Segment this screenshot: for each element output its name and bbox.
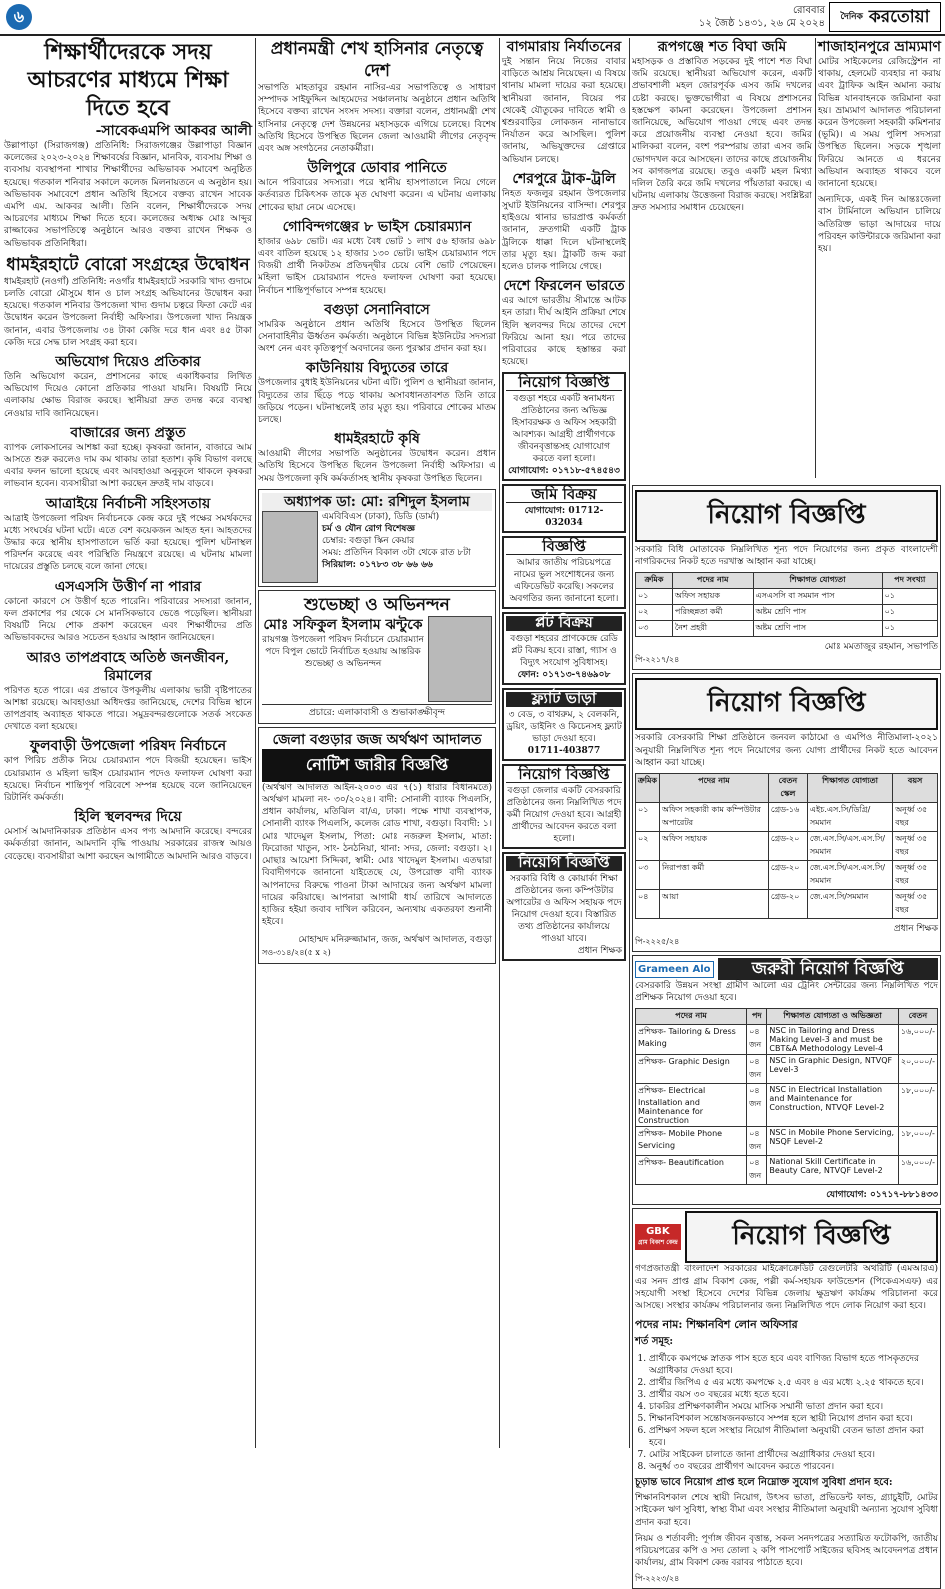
- column-2: [258, 38, 496, 1448]
- urgent-recruit-row: [636, 1084, 938, 1127]
- recruit-ad-2: [632, 673, 941, 952]
- column-1: [4, 38, 252, 1448]
- body-cantonment: সামরিক অনুষ্ঠানে প্রধান অতিথি হিসেবে উপস্থিত ছিলেন সেনাবাহিনীর ঊর্ধ্বতন কর্মকর্তা। অনুষ্ঠানে বিভিন্ন ইউনিটের সদস্যরা অংশ নেন এবং কৃতিত্বপূর্ণ অবদানের জন্য পুরস্কার প্রদান করা হয়।: [258, 319, 496, 355]
- classified-recruit-1: [502, 372, 626, 481]
- classified-notice-title: বিজ্ঞপ্তি: [506, 540, 622, 555]
- recruit-ad-1-cell: ০১: [882, 589, 937, 605]
- ads-area: [632, 482, 941, 1584]
- urgent-recruit-cell: প্রশিক্ষক- Tailoring & Dress Making: [636, 1025, 747, 1055]
- urgent-recruit-cell: ০৪ জন: [747, 1055, 767, 1084]
- body-ulipur: আনে পরিবারের সদস্যরা। পরে স্থানীয় হাসপাতালে নিয়ে গেলে কর্তব্যরত চিকিৎসক তাকে মৃত ঘোষণা করেন। এ ঘটনায় এলাকায় শোকের ছায়া নেমে এসেছে।: [258, 178, 496, 213]
- classified-land: [502, 484, 626, 533]
- classified-recruit-1-body: বগুড়া শহরে একটি স্বনামধন্য প্রতিষ্ঠানের জন্য অভিজ্ঞ হিসাবরক্ষক ও অফিস সহকারী আবশ্যক। আগ্রহী প্রার্থীগণকে জীবনবৃত্তান্তসহ যোগাযোগ করতে বলা হলো।: [511, 394, 617, 465]
- recruit-ad-1-cell: ০১: [882, 605, 937, 621]
- recruit-ad-1-table: [635, 572, 938, 637]
- urgent-recruit-ad: [632, 955, 941, 1205]
- congrats-photo: [428, 616, 492, 702]
- headline-bagmara: বাগমারায় নির্যাতনের: [506, 39, 622, 55]
- urgent-recruit-cell: ১৬,০০০/-: [898, 1025, 937, 1055]
- gbk-term-item: 6. প্রশিক্ষণ সফল হলে সংস্থার নিয়োগ নীতিমালা অনুযায়ী বেতন ভাতা প্রদান করা হবে।: [649, 1425, 938, 1449]
- doctor-degree: এমবিবিএস (ঢাকা), ডিডি (ডার্মা): [322, 511, 440, 522]
- headline-pm: প্রধানমন্ত্রী শেখ হাসিনার নেতৃত্বে দেশ: [270, 39, 484, 81]
- recruit-ad-1-intro: সরকারি বিধি মোতাবেক নিম্নলিখিত শূন্য পদে নিয়োগের জন্য প্রকৃত বাংলাদেশী নাগরিকদের নিকট হতে দরখাস্ত আহ্বান করা যাচ্ছে।: [635, 545, 938, 568]
- urgent-recruit-title: জরুরী নিয়োগ বিজ্ঞপ্তি: [718, 958, 938, 980]
- recruit-ad-2-cell: গ্রেড-২০: [768, 832, 807, 861]
- recruit-ad-2-cell: অফিস সহায়ক: [660, 832, 769, 861]
- recruit-ad-2-table: [635, 773, 938, 919]
- headline-shajahanpur: শাজাহানপুরে ভ্রাম্যমাণ: [818, 39, 941, 55]
- classified-plot-body: বগুড়া শহরের প্রাণকেন্দ্রে রেডি প্লট বিক্রয় হবে। রাস্তা, গ্যাস ও বিদ্যুৎ সংযোগ সুবিধাসহ।: [510, 634, 618, 669]
- headline-return: দেশে ফিরলেন ভারতে: [503, 278, 625, 295]
- recruit-ad-2-cell: ০৩: [636, 861, 660, 890]
- classified-plot-phone: ফোন: ০১৭১৩-৭৪৬৯০৮: [517, 670, 611, 681]
- body-market: ব্যাপক লোকসানের আশঙ্কা করা হচ্ছে। কৃষকরা জানান, বাজারে আম আসতে শুরু করলেও দাম কম থাকায় তারা হতাশ। কৃষি বিভাগ বলছে এবার ফলন ভালো হয়েছে এবং আবহাওয়া অনুকূলে থাকলে কৃষকরা লাভবান হবেন। ব্যবসায়ীরা আশা করছেন দ্রুতই দাম বাড়বে।: [4, 442, 252, 490]
- recruit-ad-2-cell: গ্রেড-২০: [768, 890, 807, 919]
- court-title: নোটিশ জারীর বিজ্ঞপ্তি: [262, 749, 492, 782]
- doctor-time: সময়: প্রতিদিন বিকাল ৩টা থেকে রাত ৮টা: [322, 547, 471, 558]
- gbk-benefits: শিক্ষানবিশকাল শেষে স্থায়ী নিয়োগ, উৎসব ভাতা, প্রভিডেন্ট ফান্ড, গ্র্যাচুইটি, মোটর সাইকেল ঋণ সুবিধা, স্বাস্থ্য বীমা এবং সংস্থার নীতিমালা অনুযায়ী অন্যান্য সুযোগ সুবিধা প্রদান করা হবে।: [635, 1493, 939, 1528]
- urgent-recruit-cell: ১৮,০০০/-: [898, 1084, 937, 1127]
- recruit-ad-2-cell: নিরাপত্তা কর্মী: [660, 861, 769, 890]
- recruit-ad-1-cell: ০১: [882, 621, 937, 637]
- urgent-recruit-cell: NSC in Mobile Phone Servicing, NSQF Level-2: [767, 1127, 898, 1156]
- court-body: (অর্থঋণ আদালত আইন-২০০৩ এর ৭(১) ধারার বিধানমতে) অর্থঋণ মামলা নং- ৩০/২০২৪। বাদী: সোনালী ব্যাংক পিএলসি, প্রধান কার্যালয়, মতিঝিল বা/এ, ঢাকা। পক্ষে শাখা ব্যবস্থাপক, সোনালী ব্যাংক পিএলসি, কলেজ রোড শাখা, বগুড়া। বিবাদী: ১। মোঃ খাদেমুল ইসলাম, পিতা: মোঃ নজরুল ইসলাম, মাতা: ফিরোজা খাতুন, সাং- ঠনঠনিয়া, থানা: সদর, জেলা: বগুড়া। ২। মোছাঃ আয়েশা সিদ্দিকা, স্বামী: মোঃ খাদেমুল ইসলাম। এতদ্বারা বিবাদীগণকে জানানো যাইতেছে যে, উপরোক্ত বাদী ব্যাংক আপনাদের বিরুদ্ধে পাওনা টাকা আদায়ের জন্য অর্থঋণ মামলা দায়ের করিয়াছে। আপনারা আগামী ধার্য তারিখে আদালতে হাজির হইয়া জবাব দাখিল করিবেন, অন্যথায় একতরফা শুনানী হইবে।: [262, 782, 492, 928]
- body-boro: ধামইরহাট (নওগাঁ) প্রতিনিধি: নওগাঁর ধামইরহাটে সরকারি খাদ্য গুদামে চলতি বোরো মৌসুমে ধান ও চাল সংগ্রহ অভিযানের উদ্বোধন করা হয়েছে। গতকাল শনিবার উপজেলা খাদ্য গুদাম চত্বরে ফিতা কেটে এর উদ্বোধন করেন উপজেলা নির্বাহী অফিসার। উপজেলা খাদ্য নিয়ন্ত্রক জানান, এবার উপজেলায় ৩৪ টাকা কেজি দরে ধান এবং ৪৫ টাকা কেজি দরে সেদ্ধ চাল সংগ্রহ করা হবে।: [4, 276, 252, 348]
- headline-agri: ধামইরহাটে কৃষি: [334, 431, 420, 448]
- recruit-ad-2-row: [636, 803, 938, 832]
- gbk-term-item: 3. প্রার্থীর বয়স ৩০ বছরের মধ্যে হতে হবে।: [649, 1389, 938, 1401]
- recruit-ad-2-cell: জে.এস.সি/এস.এস.সি/সমমান: [807, 832, 892, 861]
- recruit-ad-2-header-cell: ক্রমিক: [636, 774, 660, 803]
- body-agri: আওয়ামী লীগের সভাপতি অনুষ্ঠানের উদ্বোধন করেন। প্রধান অতিথি হিসেবে উপস্থিত ছিলেন উপজেলা নির্বাহী অফিসার। এ সময় উপজেলা কৃষি কর্মকর্তাসহ স্থানীয় কৃষকরা উপস্থিত ছিলেন।: [258, 449, 496, 484]
- body-hili: মেসার্স আমদানিকারক প্রতিষ্ঠান এসব পণ্য আমদানি করেছে। বন্দরের কর্মকর্তারা জানান, আমদানি বৃদ্ধি পাওয়ায় সরকারের রাজস্ব আয়ও বেড়েছে। ব্যবসায়ীরা আশা করছেন আগামীতে আমদানি আরও বাড়বে।: [4, 827, 252, 862]
- recruit-ad-1-ref: পি-২২১৭/২৪: [635, 655, 680, 665]
- masthead-title: করতোয়া: [868, 7, 930, 27]
- masthead: [829, 2, 941, 32]
- gbk-post: পদের নাম: শিক্ষানবিশ লোন অফিসার: [635, 1318, 798, 1332]
- urgent-recruit-row: [636, 1156, 938, 1185]
- recruit-ad-2-cell: গ্রেড-২০: [768, 861, 807, 890]
- body-shajahanpur-2: অন্যদিকে, একই দিন আন্তঃজেলা বাস টার্মিনালে অভিযান চালিয়ে অতিরিক্ত ভাড়া আদায়ের দায়ে পরিবহন কাউন্টারকে জরিমানা করা হয়।: [818, 195, 941, 255]
- lead-body: উল্লাপাড়া (সিরাজগঞ্জ) প্রতিনিধি: সিরাজগঞ্জের উল্লাপাড়া বিজ্ঞান কলেজের ২০২৩-২০২৪ শিক্ষাবর্ষের বিজ্ঞান, মানবিক, ব্যবসায় শিক্ষা ও ব্যবসায় ব্যবস্থাপনা শাখার শিক্ষার্থীদের অভিভাবক সমাবেশ অনুষ্ঠিত হয়েছে। গতকাল শনিবার সকালে কলেজ মিলনায়তনে এ অনুষ্ঠান হয়। অভিভাবক সমাবেশে প্রধান অতিথি হিসেবে বক্তব্য রাখেন সাবেক এমপি এম. আকবর আলী। তিনি বলেন, শিক্ষার্থীদেরকে সদয় আচরণের মাধ্যমে শিক্ষা দিতে হবে। কলেজের অধ্যক্ষ মোঃ আব্দুর রাজ্জাকের সভাপতিত্বে অনুষ্ঠানে আরও বক্তব্য রাখেন শিক্ষক ও অভিভাবক প্রতিনিধিরা।: [4, 141, 252, 249]
- body-gobindaganj: হাজার ৬৯৮ ভোট। এর মধ্যে বৈধ ভোট ১ লাখ ৫৬ হাজার ৬৯৮ এবং বাতিল হয়েছে ১২ হাজার ১৩০ ভোট। ভাইস চেয়ারম্যান পদে বিজয়ী প্রার্থী নিকটতম প্রতিদ্বন্দ্বীর চেয়ে বেশি ভোট পেয়েছেন। মহিলা ভাইস চেয়ারম্যান পদেও ফলাফল ঘোষণা করা হয়েছে। নির্বাচন শান্তিপূর্ণভাবে সম্পন্ন হয়েছে।: [258, 236, 496, 296]
- congrats-title: শুভেচ্ছা ও অভিনন্দন: [304, 594, 450, 615]
- recruit-ad-2-row: [636, 861, 938, 890]
- recruit-ad-1-title: নিয়োগ বিজ্ঞপ্তি: [635, 490, 938, 542]
- recruit-ad-2-cell: আয়া: [660, 890, 769, 919]
- headline-ssc: এসএসসি উত্তীর্ণ না পারার: [54, 578, 202, 595]
- body-rupganj: মহাসড়ক ও প্রস্তাবিত সড়কের দুই পাশে শত বিঘা জমি রয়েছে। স্থানীয়রা অভিযোগ করেন, একটি প্রভাবশালী মহল জোরপূর্বক এসব জমি দখলের চেষ্টা করছে। ভুক্তভোগীরা এ বিষয়ে প্রশাসনের হস্তক্ষেপ কামনা করেছেন। উপজেলা প্রশাসন জানিয়েছে, অভিযোগ পাওয়া গেছে এবং তদন্ত করে প্রয়োজনীয় ব্যবস্থা নেওয়া হবে। জমির মালিকরা বলেন, বংশ পরম্পরায় তারা এসব জমি ভোগদখল করে আসছেন। তাদের কাছে প্রয়োজনীয় সব কাগজপত্র রয়েছে। তবুও একটি মহল মিথ্যা দলিল তৈরি করে জমি দখলের পাঁয়তারা করছে। এ ঘটনায় এলাকায় উত্তেজনা বিরাজ করছে। সংশ্লিষ্টরা দ্রুত সমস্যার সমাধান চেয়েছেন।: [632, 57, 812, 214]
- gbk-note: চূড়ান্ত ভাবে নিয়োগ প্রাপ্ত হলে নিম্নোক্ত সুযোগ সুবিধা প্রদান হবে:: [635, 1477, 893, 1489]
- headline-sherpur: শেরপুরে ট্রাক-ট্রলি: [512, 170, 616, 187]
- recruit-ad-2-cell: ০৪: [636, 890, 660, 919]
- headline-atrai: আত্রাইয়ে নির্বাচনী সহিংসতায়: [45, 495, 211, 512]
- classified-notice-body: আমার জাতীয় পরিচয়পত্রে নামের ভুল সংশোধনের জন্য এফিডেভিট করেছি। সকলের অবগতির জন্য জানানো হলো।: [509, 558, 619, 605]
- recruit-ad-1-header-cell: ক্রমিক: [636, 573, 673, 589]
- urgent-recruit-cell: প্রশিক্ষক- Beautification: [636, 1156, 747, 1185]
- headline-heat: আরও তাপপ্রবাহে অতিষ্ঠ জনজীবন, রিমালের: [26, 649, 230, 684]
- recruit-ad-1-cell: ০১: [636, 589, 673, 605]
- congrats-ad: [258, 590, 496, 724]
- urgent-recruit-cell: ২০,০০০/-: [898, 1055, 937, 1084]
- recruit-ad-2-header-cell: পদের নাম: [660, 774, 769, 803]
- classified-recruit-3: [502, 852, 626, 961]
- recruit-ad-2-intro: সরকারি বেসরকারি শিক্ষা প্রতিষ্ঠানে জনবল কাঠামো ও এমপিও নীতিমালা-২০২১ অনুযায়ী নিম্নলিখিত শূন্য পদে নিয়োগের জন্য যোগ্য প্রার্থীদের নিকট হতে আবেদন আহ্বান করা যাচ্ছে।: [635, 733, 938, 768]
- urgent-recruit-cell: ১৬,০০০/-: [898, 1156, 937, 1185]
- headline-ulipur: উলিপুরে ডোবার পানিতে: [307, 160, 447, 177]
- doctor-chamber: চেম্বার: বগুড়া স্কিন কেয়ার: [322, 535, 415, 546]
- urgent-recruit-row: [636, 1127, 938, 1156]
- court-sign: মোহাম্মদ মনিরুজ্জামান, জজ, অর্থঋণ আদালত, বগুড়া: [298, 935, 492, 946]
- body-return: এর আগে ভারতীয় সীমান্তে আটক হন তারা। দীর্ঘ আইনি প্রক্রিয়া শেষে হিলি স্থলবন্দর দিয়ে তাদের দেশে ফিরিয়ে আনা হয়। পরে তাদের পরিবারের কাছে হস্তান্তর করা হয়েছে।: [502, 296, 626, 368]
- urgent-recruit-header-cell: বেতন: [898, 1009, 937, 1025]
- lead-subtitle: -সাবেকএমপি আকবর আলী: [95, 123, 252, 139]
- recruit-ad-2-cell: এইচ.এস.সি/ডিগ্রি/সমমান: [807, 803, 892, 832]
- recruit-ad-2-row: [636, 890, 938, 919]
- recruit-ad-2-cell: অনূর্ধ্ব ৩৫ বছর: [893, 803, 938, 832]
- classified-plot: [502, 612, 626, 685]
- urgent-recruit-cell: প্রশিক্ষক- Mobile Phone Servicing: [636, 1127, 747, 1156]
- recruit-ad-1-cell: ০৩: [636, 621, 673, 637]
- classified-recruit-2-body: বগুড়া জেলার একটি বেসরকারি প্রতিষ্ঠানের জন্য নিম্নলিখিত পদে কর্মী নিয়োগ দেওয়া হবে। আগ্রহী প্রার্থীদের আবেদন করতে বলা হলো।: [506, 786, 622, 845]
- recruit-ad-2-cell: ০২: [636, 832, 660, 861]
- urgent-recruit-cell: প্রশিক্ষক- Electrical Installation and Maintenance for Construction: [636, 1084, 747, 1127]
- urgent-recruit-cell: National Skill Certificate in Beauty Care, NTVQF Level-2: [767, 1156, 898, 1185]
- recruit-ad-2-cell: অফিস সহকারী কাম কম্পিউটার অপারেটর: [660, 803, 769, 832]
- recruit-ad-1-row: [636, 605, 938, 621]
- gbk-term-item: 8. অনুর্ধ্ব ৩০ বছরের প্রার্থীগণ আবেদন করতে পারবেন।: [649, 1461, 938, 1473]
- urgent-recruit-table: [635, 1008, 938, 1185]
- recruit-ad-2-cell: গ্রেড-১৬: [768, 803, 807, 832]
- recruit-ad-1-cell: এসএসসি বা সমমান পাস: [753, 589, 882, 605]
- gbk-term-item: 7. মোটর সাইকেল চালাতে জানা প্রার্থীদের অগ্রাধিকার দেওয়া হবে।: [649, 1449, 938, 1461]
- recruit-ad-2-sign: প্রধান শিক্ষক: [893, 924, 938, 935]
- classified-flat-title: ফ্ল্যাট ভাড়া: [506, 692, 622, 707]
- urgent-recruit-contact: যোগাযোগ: ০১৭১৭-৮৮১৪৩৩: [826, 1190, 938, 1201]
- body-kaunia: উপজেলার বুধাই ইউনিয়নের ঘটনা এটি। পুলিশ ও স্থানীয়রা জানান, বিদ্যুতের তার ছিঁড়ে পড়ে থাকায় অসাবধানতাবশত তিনি তারে জড়িয়ে পড়েন। ঘটনাস্থলেই তার মৃত্যু হয়। পরিবারে শোকের মাতম চলছে।: [258, 378, 496, 426]
- classified-recruit-3-title: নিয়োগ বিজ্ঞপ্তি: [506, 856, 622, 871]
- recruit-ad-2-cell: অনূর্ধ্ব ৩৫ বছর: [893, 832, 938, 861]
- body-sherpur: নিহত ফজলুর রহমান উপজেলার সুঘাট ইউনিয়নের বাসিন্দা। শেরপুর হাইওয়ে থানার ভারপ্রাপ্ত কর্মকর্তা জানান, দ্রুতগামী একটি ট্রাক ট্রলিকে ধাক্কা দিলে ঘটনাস্থলেই তার মৃত্যু হয়। ট্রাকটি জব্দ করা হলেও চালক পালিয়ে গেছে।: [502, 188, 626, 273]
- urgent-recruit-header-cell: পদের নাম: [636, 1009, 747, 1025]
- headline-gobindaganj: গোবিন্দগঞ্জের ৮ ভাইস চেয়ারম্যান: [282, 218, 472, 235]
- urgent-recruit-cell: NSC in Electrical Installation and Maintenance for Construction, NTVQF Level-2: [767, 1084, 898, 1127]
- urgent-recruit-cell: NSC in Tailoring and Dress Making Level-3 and must be CBT&A Methodology Level-4: [767, 1025, 898, 1055]
- recruit-ad-2-title: নিয়োগ বিজ্ঞপ্তি: [635, 678, 938, 730]
- gbk-term-item: 4. চাকরির প্রশিক্ষণকালীন সময়ে মাসিক সম্মানী ভাতা প্রদান করা হবে।: [649, 1401, 938, 1413]
- classified-land-title: জমি বিক্রয়: [506, 488, 622, 503]
- gbk-term-item: 5. শিক্ষানবিশকাল সন্তোষজনকভাবে সম্পন্ন হলে স্থায়ী নিয়োগ প্রদান করা হবে।: [649, 1413, 938, 1425]
- gbk-logo-text: GBK: [646, 1226, 670, 1238]
- recruit-ad-1-cell: নৈশ প্রহরী: [672, 621, 753, 637]
- recruit-ad-1-header-cell: পদ সংখ্যা: [882, 573, 937, 589]
- recruit-ad-2-ref: পি-২২২৫/২৪: [635, 937, 680, 947]
- recruit-ad-2-cell: ০১: [636, 803, 660, 832]
- doctor-photo: [262, 511, 318, 583]
- urgent-recruit-cell: ০৪ জন: [747, 1127, 767, 1156]
- gbk-logo: [635, 1224, 681, 1250]
- recruit-ad-2-cell: অনূর্ধ্ব ৩৫ বছর: [893, 890, 938, 919]
- urgent-recruit-cell: ০৪ জন: [747, 1156, 767, 1185]
- recruit-ad-1-cell: অফিস সহায়ক: [672, 589, 753, 605]
- recruit-ad-1-cell: অষ্টম শ্রেণি পাস: [753, 621, 882, 637]
- recruit-ad-1-cell: ০২: [636, 605, 673, 621]
- classified-land-phone: যোগাযোগ: 01712-032034: [524, 506, 604, 529]
- recruit-ad-1-header-cell: পদের নাম: [672, 573, 753, 589]
- headline-cantonment: বগুড়া সেনানিবাসে: [324, 301, 430, 318]
- court-ref: সও-৩১৪/২৪(৫ x ২): [262, 948, 331, 958]
- congrats-by: প্রচারে: এলাকাবাসী ও শুভাকাঙ্ক্ষীবৃন্দ: [262, 704, 492, 720]
- classified-recruit-1-phone: যোগাযোগ: ০১৭১৮-৫৭৪৫৪৩: [508, 466, 620, 477]
- grameen-alo-logo: Grameen Alo: [635, 961, 714, 978]
- page-header: [0, 0, 945, 36]
- recruit-ad-2-row: [636, 832, 938, 861]
- gbk-recruit-title: নিয়োগ বিজ্ঞপ্তি: [685, 1211, 938, 1263]
- headline-rupganj: রূপগঞ্জে শত বিঘা জমি: [657, 39, 787, 55]
- classified-recruit-3-sign: প্রধান শিক্ষক: [577, 946, 622, 957]
- recruit-ad-2-cell: অনূর্ধ্ব ৩৫ বছর: [893, 861, 938, 890]
- doctor-serial: সিরিয়াল: ০১৭৮৩ ৩৮ ৬৬ ৬৬: [322, 559, 433, 570]
- body-atrai: আত্রাই উপজেলা পরিষদ নির্বাচনকে কেন্দ্র করে দুই পক্ষের সমর্থকদের মধ্যে সংঘর্ষের ঘটনা ঘটে। এতে বেশ কয়েকজন আহত হন। আহতদের উদ্ধার করে স্থানীয় হাসপাতালে ভর্তি করা হয়েছে। পুলিশ ঘটনাস্থল পরিদর্শন করেছে এবং পরিস্থিতি নিয়ন্ত্রণে রয়েছে। এ ঘটনায় মামলা দায়েরের প্রস্তুতি চলছে বলে জানা গেছে।: [4, 513, 252, 573]
- gbk-terms-title: শর্ত সমূহ:: [635, 1336, 674, 1348]
- headline-fulbari: ফুলবাড়ী উপজেলা পরিষদ নির্বাচনে: [29, 738, 227, 755]
- gbk-term-item: 2. প্রার্থীর জিপিএ ৫ এর মধ্যে কমপক্ষে ২.৫ এবং ৪ এর মধ্যে ২.২৫ থাকতে হবে।: [649, 1377, 938, 1389]
- gbk-term-item: 1. প্রার্থীকে কমপক্ষে স্নাতক পাস হতে হবে এবং বাণিজ্য বিভাগ হতে পাসকৃতদের অগ্রাধিকার দেওয়া হবে।: [649, 1353, 938, 1377]
- court-notice: [258, 727, 496, 964]
- classified-plot-title: প্লট বিক্রয়: [506, 616, 622, 631]
- body-heat: পরিণত হতে পারে। এর প্রভাবে উপকূলীয় এলাকায় ভারী বৃষ্টিপাতের আশঙ্কা রয়েছে। আবহাওয়া অধিদপ্তর জানিয়েছে, দেশের বিভিন্ন স্থানে তাপপ্রবাহ অব্যাহত থাকতে পারে। সমুদ্রবন্দরগুলোকে সতর্ক সংকেত দেখাতে বলা হয়েছে।: [4, 685, 252, 733]
- court-head: জেলা বগুড়ার জজ অর্থঋণ আদালত: [272, 731, 482, 748]
- urgent-recruit-header-cell: শিক্ষাগত যোগ্যতা ও অভিজ্ঞতা: [767, 1009, 898, 1025]
- urgent-recruit-cell: NSC in Graphic Design, NTVQF Level-3: [767, 1055, 898, 1084]
- classified-flat-body: ৩ বেড, ৩ বাথরুম, ২ বেলকনি, ড্রয়িং, ডাইনিং ও কিচেনসহ ফ্ল্যাট ভাড়া দেওয়া হবে।: [506, 710, 622, 745]
- header-date: ১২ জৈষ্ঠ ১৪৩১, ২৬ মে ২০২৪: [698, 18, 825, 29]
- congrats-desc: রায়গঞ্জ উপজেলা পরিষদ নির্বাচনে চেয়ারম্যান পদে বিপুল ভোটে নির্বাচিত হওয়ায় আন্তরিক শুভেচ্ছা ও অভিনন্দন: [262, 634, 424, 669]
- gbk-logo-sub: গ্রাম বিকাশ কেন্দ্র: [638, 1239, 678, 1247]
- urgent-recruit-intro: বেসরকারি উন্নয়ন সংস্থা গ্রামীণ আলো এর ট্রেনিং সেন্টারের জন্য নিম্নলিখিত পদে প্রশিক্ষক নিয়োগ দেওয়া হবে।: [635, 981, 938, 1004]
- recruit-ad-1-cell: পরিচ্ছন্নতা কর্মী: [672, 605, 753, 621]
- header-date-block: [699, 4, 825, 30]
- column-3: [502, 38, 626, 1448]
- classified-flat-phone: 01711-403877: [527, 746, 601, 757]
- urgent-recruit-cell: ০৪ জন: [747, 1084, 767, 1127]
- urgent-recruit-row: [636, 1055, 938, 1084]
- recruit-ad-2-cell: জে.এস.সি/এস.এস.সি/সমমান: [807, 861, 892, 890]
- headline-hili: হিলি স্থলবন্দর দিয়ে: [74, 809, 182, 826]
- body-pm: সভাপতি মাহতাবুর রহমান নাসির-এর সভাপতিত্বে ও সাধারণ সম্পাদক সাইফুদ্দিন আহমেদের সঞ্চালনায় অনুষ্ঠানে প্রধান অতিথি হিসেবে বক্তব্য রাখেন সংসদ সদস্য। বক্তারা বলেন, প্রধানমন্ত্রী শেখ হাসিনার নেতৃত্বে দেশ উন্নয়নের মহাসড়কে এগিয়ে চলেছে। বিশেষ অতিথি হিসেবে উপস্থিত ছিলেন জেলা আওয়ামী লীগের নেতৃবৃন্দ এবং অঙ্গ সংগঠনের নেতাকর্মীরা।: [258, 83, 496, 155]
- recruit-ad-2-cell: জে.এস.সি/সমমান: [807, 890, 892, 919]
- headline-kaunia: কাউনিয়ায় বিদ্যুতের তারে: [305, 360, 449, 377]
- body-shajahanpur: মোটর সাইকেলের রেজিস্ট্রেশন না থাকায়, হেলমেট ব্যবহার না করায় এবং ট্রাফিক আইন অমান্য করায় বিভিন্ন যানবাহনকে জরিমানা করা হয়। ভ্রাম্যমাণ আদালত পরিচালনা করেন উপজেলা সহকারী কমিশনার (ভূমি)। এ সময় পুলিশ সদস্যরা উপস্থিত ছিলেন। সড়কে শৃঙ্খলা ফিরিয়ে আনতে এ ধরনের অভিযান অব্যাহত থাকবে বলে জানানো হয়েছে।: [818, 57, 941, 190]
- recruit-ad-1-cell: অষ্টম শ্রেণি পাস: [753, 605, 882, 621]
- urgent-recruit-header-cell: পদ: [747, 1009, 767, 1025]
- body-ssc: কোনো কারণে সে উত্তীর্ণ হতে পারেনি। পরিবারের সদস্যরা জানান, ফল প্রকাশের পর থেকে সে মানসিকভাবে ভেঙে পড়েছিল। স্থানীয়রা বিষয়টি নিয়ে শোক প্রকাশ করেছেন এবং শিক্ষার্থীদের প্রতি অভিভাবকদের আরও সচেতন হওয়ার আহ্বান জানিয়েছেন।: [4, 596, 252, 644]
- classified-notice: [502, 536, 626, 609]
- recruit-ad-2-header-cell: বয়স: [893, 774, 938, 803]
- page-number-badge: ৬: [6, 4, 32, 30]
- classified-recruit-2-title: নিয়োগ বিজ্ঞপ্তি: [506, 768, 622, 783]
- classified-recruit-1-title: নিয়োগ বিজ্ঞপ্তি: [506, 376, 622, 391]
- doctor-specialty: চর্ম ও যৌন রোগ বিশেষজ্ঞ: [322, 523, 416, 534]
- recruit-ad-2-header-cell: বেতন স্কেল: [768, 774, 807, 803]
- gbk-ref: পি-২২২৩/২৪: [635, 1574, 680, 1584]
- column-4-news: [632, 38, 812, 478]
- gbk-recruit-ad: [632, 1208, 941, 1589]
- urgent-recruit-cell: ০৪ জন: [747, 1025, 767, 1055]
- body-fulbari: কাপ পিরিচ প্রতীক নিয়ে চেয়ারম্যান পদে বিজয়ী হয়েছেন। ভাইস চেয়ারম্যান ও মহিলা ভাইস চেয়ারম্যান পদেও ফলাফল ঘোষণা করা হয়েছে। নির্বাচন শান্তিপূর্ণ পরিবেশে সম্পন্ন হয়েছে বলে জানিয়েছেন রিটার্নিং কর্মকর্তা।: [4, 756, 252, 803]
- classified-recruit-2: [502, 764, 626, 849]
- masthead-small: দৈনিক: [840, 12, 863, 22]
- urgent-recruit-cell: ১৮,০০০/-: [898, 1127, 937, 1156]
- classified-recruit-3-body: সরকারি বিধি ও কোয়ার্কা শিক্ষা প্রতিষ্ঠানের জন্য কম্পিউটার অপারেটর ও অফিস সহায়ক পদে নিয়োগ দেওয়া হবে। বিস্তারিত তথ্য প্রতিষ্ঠানের কার্যালয়ে পাওয়া যাবে।: [506, 874, 622, 945]
- recruit-ad-1-sign: মোঃ মমতাজুর রহমান, সভাপতি: [824, 642, 938, 653]
- doctor-name: অধ্যাপক ডা: মো: রশিদুল ইসলাম: [262, 493, 492, 511]
- recruit-ad-1-row: [636, 589, 938, 605]
- body-bagmara: দুই সন্তান নিয়ে নিজের বাবার বাড়িতে আশ্রয় নিয়েছেন। এ বিষয়ে থানায় মামলা দায়ের করা হয়েছে। স্থানীয়রা জানান, বিয়ের পর থেকেই যৌতুকের দাবিতে স্বামী ও শ্বশুরবাড়ির লোকজন নানাভাবে নির্যাতন করে আসছিল। পুলিশ জানায়, অভিযুক্তদের গ্রেপ্তারে অভিযান চলছে।: [502, 57, 626, 165]
- recruit-ad-1-header-cell: শিক্ষাগত যোগ্যতা: [753, 573, 882, 589]
- headline-boro: ধামইরহাটে বোরো সংগ্রহের উদ্বোধন: [6, 254, 250, 275]
- body-complaint: তিনি অভিযোগ করেন, প্রশাসনের কাছে একাধিকবার লিখিত অভিযোগ দিয়েও কোনো প্রতিকার পাওয়া যায়নি। বিষয়টি নিয়ে এলাকায় ক্ষোভ বিরাজ করছে। স্থানীয়রা দ্রুত তদন্ত করে ব্যবস্থা নেওয়ার দাবি জানিয়েছেন।: [4, 372, 252, 419]
- gbk-recruit-intro: গণপ্রজাতন্ত্রী বাংলাদেশ সরকারের মাইক্রোক্রেডিট রেগুলেটরি অথরিটি (এমআরএ) এর সনদ প্রাপ্ত গ্রাম বিকাশ কেন্দ্র, পল্লী কর্ম-সহায়ক ফাউন্ডেশন (পিকেএসএফ) এর সহযোগী সংস্থা হিসেবে দেশের বিভিন্ন জেলায় ক্ষুদ্রঋণ কার্যক্রম পরিচালনা করে আসছে। সংস্থার কার্যক্রম পরিচালনার জন্য নিম্নলিখিত পদে লোক নিয়োগ করা হবে।: [635, 1264, 938, 1312]
- recruit-ad-1: [632, 485, 941, 670]
- urgent-recruit-row: [636, 1025, 938, 1055]
- header-day: রোববার: [793, 5, 825, 16]
- headline-complaint: অভিযোগ দিয়েও প্রতিকার: [55, 354, 201, 371]
- headline-market: বাজারের জন্য প্রস্তুত: [70, 424, 186, 441]
- gbk-terms-list: [649, 1353, 938, 1473]
- urgent-recruit-cell: প্রশিক্ষক- Graphic Design: [636, 1055, 747, 1084]
- gbk-apply: নিয়ম ও শর্তাবলী: পূর্ণাঙ্গ জীবন বৃত্তান্ত, সকল সনদপত্রের সত্যায়িত ফটোকপি, জাতীয় পরিচয়পত্রের কপি ও সদ্য তোলা ২ কপি পাসপোর্ট সাইজের ছবিসহ আবেদনপত্র প্রধান কার্যালয়, গ্রাম বিকাশ কেন্দ্র বরাবর পাঠাতে হবে।: [635, 1533, 938, 1569]
- doctor-ad: [258, 489, 496, 587]
- column-5-news: [818, 38, 941, 478]
- recruit-ad-2-header-cell: শিক্ষাগত যোগ্যতা: [807, 774, 892, 803]
- classified-flat: [502, 688, 626, 761]
- recruit-ad-1-row: [636, 621, 938, 637]
- congrats-name: মোঃ সফিকুল ইসলাম ঝন্টুকে: [263, 616, 423, 633]
- lead-headline: শিক্ষার্থীদেরকে সদয় আচরণের মাধ্যমে শিক্ষা দিতে হবে: [27, 39, 229, 121]
